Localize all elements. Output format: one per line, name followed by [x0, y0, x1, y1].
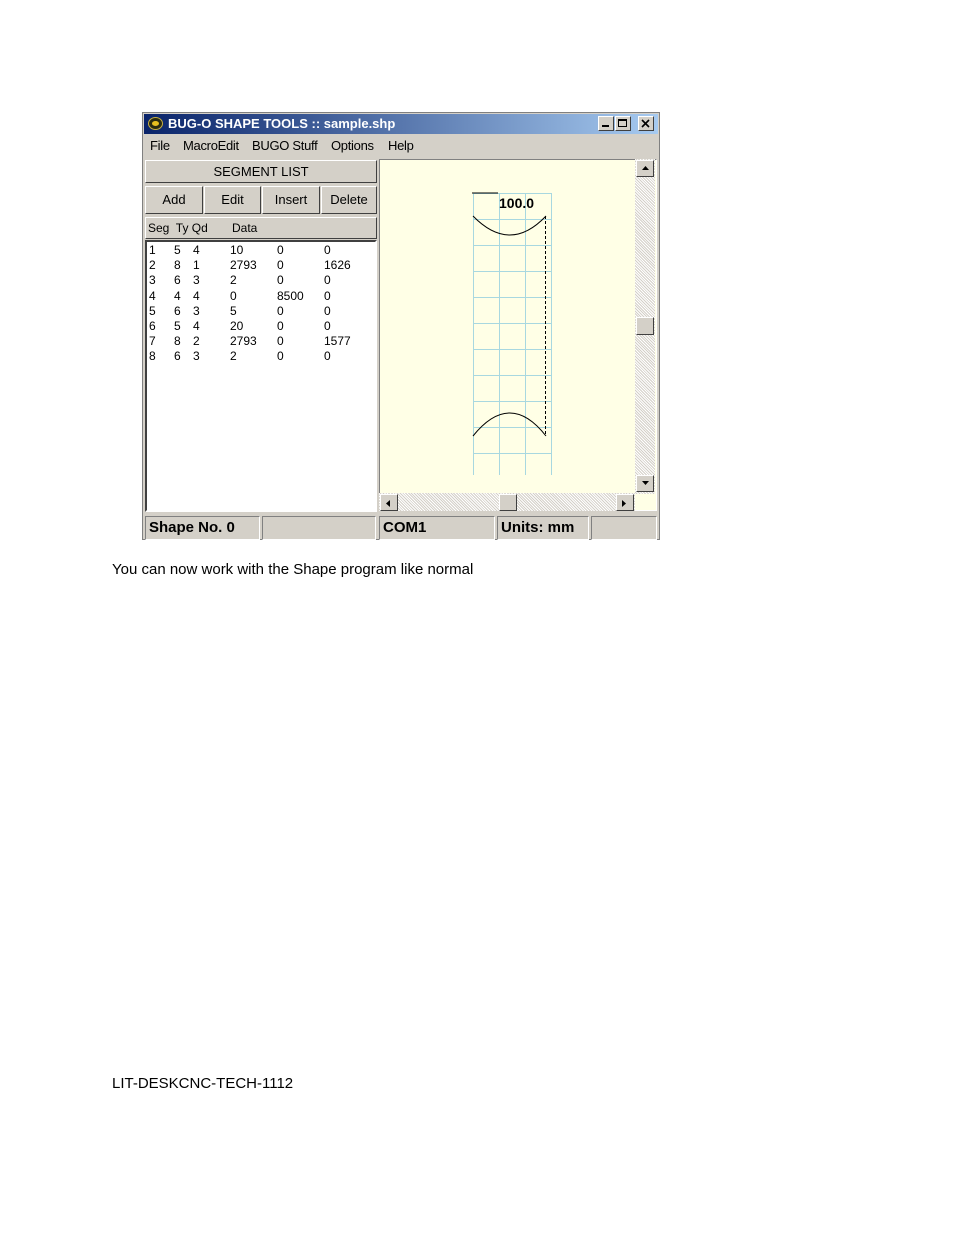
- add-button[interactable]: Add: [145, 186, 203, 214]
- arrow-up-icon: [641, 165, 650, 171]
- list-cell: 4: [193, 319, 200, 333]
- list-cell: 4: [149, 288, 156, 303]
- list-cell: 6: [174, 349, 181, 364]
- scroll-up-button[interactable]: [636, 160, 654, 177]
- list-cell: 0: [324, 319, 331, 333]
- scroll-right-button[interactable]: [616, 494, 634, 511]
- list-cell: 1577: [324, 334, 351, 349]
- arrow-left-icon: [385, 499, 391, 508]
- list-cell: 5: [149, 303, 156, 318]
- menu-file[interactable]: File: [150, 138, 170, 153]
- list-cell: 2793: [230, 334, 257, 349]
- list-cell: 20: [230, 319, 244, 333]
- horizontal-scrollbar[interactable]: [379, 493, 635, 511]
- list-cell: 0: [324, 288, 331, 303]
- list-cell: 2793: [230, 258, 257, 273]
- list-cell: 10: [230, 243, 244, 257]
- top-arc: [473, 216, 546, 235]
- arrow-down-icon: [641, 480, 650, 486]
- vertical-scrollbar[interactable]: [635, 159, 655, 494]
- status-empty-1: [262, 516, 376, 540]
- list-cell: 3: [193, 303, 200, 318]
- list-column-header: [145, 217, 377, 239]
- horizontal-scroll-thumb[interactable]: [499, 494, 517, 511]
- list-item[interactable]: [147, 258, 375, 273]
- status-shape-no: Shape No. 0: [145, 516, 260, 540]
- menu-help[interactable]: Help: [388, 138, 414, 153]
- arrow-right-icon: [621, 499, 627, 508]
- list-cell: 8500: [277, 288, 304, 303]
- list-cell: 0: [324, 273, 331, 288]
- list-item[interactable]: [147, 334, 375, 349]
- segment-list-header: SEGMENT LIST: [145, 160, 377, 183]
- list-cell: 0: [277, 273, 284, 288]
- shape-drawing: [380, 160, 656, 510]
- list-cell: 0: [230, 288, 237, 303]
- list-cell: 0: [277, 334, 284, 349]
- list-cell: 4: [193, 288, 200, 303]
- minimize-button[interactable]: [598, 116, 614, 131]
- list-item[interactable]: [147, 349, 375, 364]
- app-window: [142, 112, 660, 540]
- insert-button[interactable]: Insert: [262, 186, 320, 214]
- minimize-icon: [601, 119, 611, 128]
- list-cell: 0: [277, 258, 284, 273]
- bottom-arc: [473, 413, 546, 436]
- list-cell: 1626: [324, 258, 351, 273]
- list-cell: 8: [174, 258, 181, 273]
- list-cell: 1: [193, 258, 200, 273]
- status-port: COM1: [379, 516, 495, 540]
- column-data: Data: [232, 221, 258, 235]
- close-icon: [641, 119, 651, 128]
- menu-bar: [144, 135, 658, 155]
- list-cell: 0: [324, 349, 331, 364]
- list-cell: 3: [193, 273, 200, 288]
- menu-options[interactable]: Options: [331, 138, 374, 153]
- list-cell: 4: [174, 288, 181, 303]
- list-cell: 5: [230, 303, 237, 318]
- list-cell: 0: [277, 243, 284, 257]
- close-button[interactable]: [638, 116, 654, 131]
- vertical-scroll-thumb[interactable]: [636, 317, 654, 335]
- document-footer: LIT-DESKCNC-TECH-1112: [112, 1075, 294, 1092]
- list-cell: 5: [174, 243, 181, 257]
- window-title: BUG-O SHAPE TOOLS :: sample.shp: [168, 116, 396, 131]
- list-cell: 0: [277, 303, 284, 318]
- list-cell: 3: [149, 273, 156, 288]
- list-item[interactable]: [147, 289, 375, 304]
- list-item[interactable]: [147, 273, 375, 288]
- list-cell: 0: [324, 303, 331, 318]
- list-cell: 7: [149, 334, 156, 349]
- list-item[interactable]: [147, 319, 375, 334]
- list-cell: 2: [230, 273, 237, 288]
- maximize-button[interactable]: [615, 116, 631, 131]
- document-caption: You can now work with the Shape program like normal: [112, 561, 474, 578]
- list-cell: 0: [277, 349, 284, 364]
- list-cell: 2: [149, 258, 156, 273]
- status-units: Units: mm: [497, 516, 589, 540]
- list-item[interactable]: [147, 243, 375, 258]
- list-cell: 1: [149, 243, 156, 257]
- dimension-label: 100.0: [499, 195, 535, 211]
- status-empty-2: [591, 516, 657, 540]
- list-cell: 5: [174, 319, 181, 333]
- list-cell: 8: [149, 349, 156, 364]
- edit-button[interactable]: Edit: [204, 186, 261, 214]
- delete-button[interactable]: Delete: [321, 186, 377, 214]
- list-cell: 8: [174, 334, 181, 349]
- column-seg-ty-qd: Seg Ty Qd: [148, 221, 208, 235]
- list-cell: 6: [149, 319, 156, 333]
- list-cell: 2: [193, 334, 200, 349]
- scroll-down-button[interactable]: [636, 475, 654, 492]
- menu-bugo-stuff[interactable]: BUGO Stuff: [252, 138, 318, 153]
- list-cell: 4: [193, 243, 200, 257]
- bugo-logo-icon: [148, 117, 163, 130]
- list-cell: 2: [230, 349, 237, 364]
- list-item[interactable]: [147, 304, 375, 319]
- scroll-left-button[interactable]: [380, 494, 398, 511]
- title-bar[interactable]: [144, 114, 658, 134]
- menu-macroedit[interactable]: MacroEdit: [183, 138, 239, 153]
- shape-canvas[interactable]: [379, 159, 657, 511]
- list-cell: 6: [174, 303, 181, 318]
- list-cell: 3: [193, 349, 200, 364]
- maximize-icon: [618, 119, 628, 128]
- list-cell: 6: [174, 273, 181, 288]
- list-cell: 0: [324, 243, 331, 257]
- list-cell: 0: [277, 319, 284, 333]
- segment-list[interactable]: [145, 240, 377, 512]
